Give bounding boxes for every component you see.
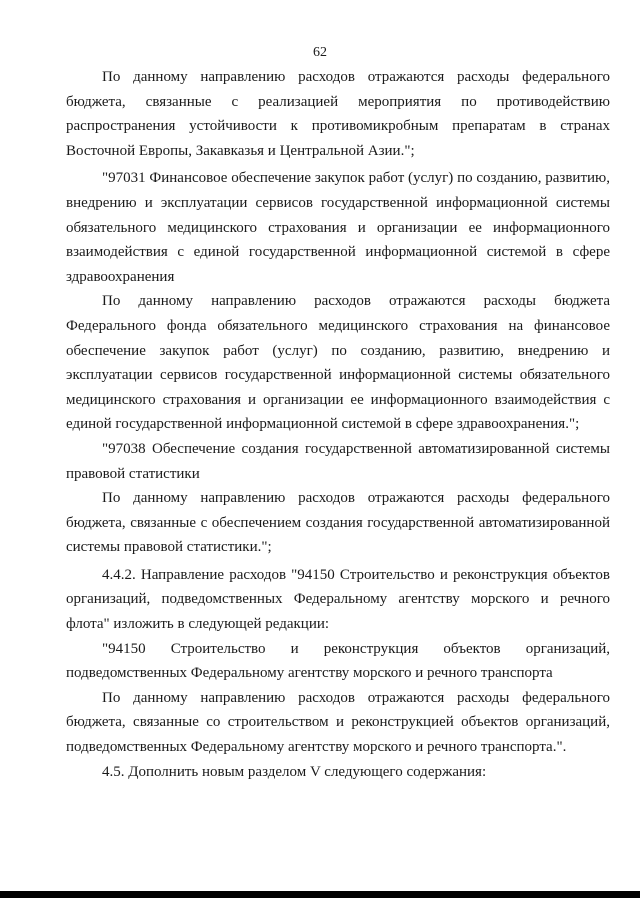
paragraph-9: 4.5. Дополнить новым разделом V следующего содержания: [102,763,487,780]
paragraph-6: 4.4.2. Направление расходов "94150 Строительство и реконструкция объектов организаций, подведомственных Федеральному агентству морского и речного флота" изложить в следующей редакции: [66,566,610,633]
paragraph-7: "94150 Строительство и реконструкция объектов организаций, подведомственных Федеральному агентству морского и речного транспорта [66,640,610,682]
paragraph-4: "97038 Обеспечение создания государственной автоматизированной системы правовой статистики [66,440,610,482]
paragraph-1: По данному направлению расходов отражаются расходы федерального бюджета, связанные с реализацией мероприятия по противодействию распространения устойчивости к противомикробным препаратам в странах Восточной Европы, Закавказья и Центральной Азии."; [66,69,610,159]
document-body [66,65,610,784]
paragraph-2: "97031 Финансовое обеспечение закупок работ (услуг) по созданию, развитию, внедрению и эксплуатации сервисов государственной информационной системы обязательного медицинского страхования и организации ее информационного взаимодействия с единой государственной информационной системой в сфере здравоохранения [66,170,610,285]
paragraph-8: По данному направлению расходов отражаются расходы федерального бюджета, связанные со строительством и реконструкцией объектов организаций, подведомственных Федеральному агентству морского и речного транспорта.". [66,689,610,756]
page-number: 62 [313,45,327,60]
paragraph-5: По данному направлению расходов отражаются расходы федерального бюджета, связанные с обеспечением создания государственной автоматизированной системы правовой статистики."; [66,490,610,556]
paragraph-3: По данному направлению расходов отражаются расходы бюджета Федерального фонда обязательного медицинского страхования на финансовое обеспечение закупок работ (услуг) по созданию, развитию, внедрению и эксплуатации сервисов государственной информационной системы обязательного медицинского страхования и организации ее информационного взаимодействия с единой государственной информационной системой в сфере здравоохранения."; [66,293,610,433]
scan-bottom-edge [0,891,640,898]
